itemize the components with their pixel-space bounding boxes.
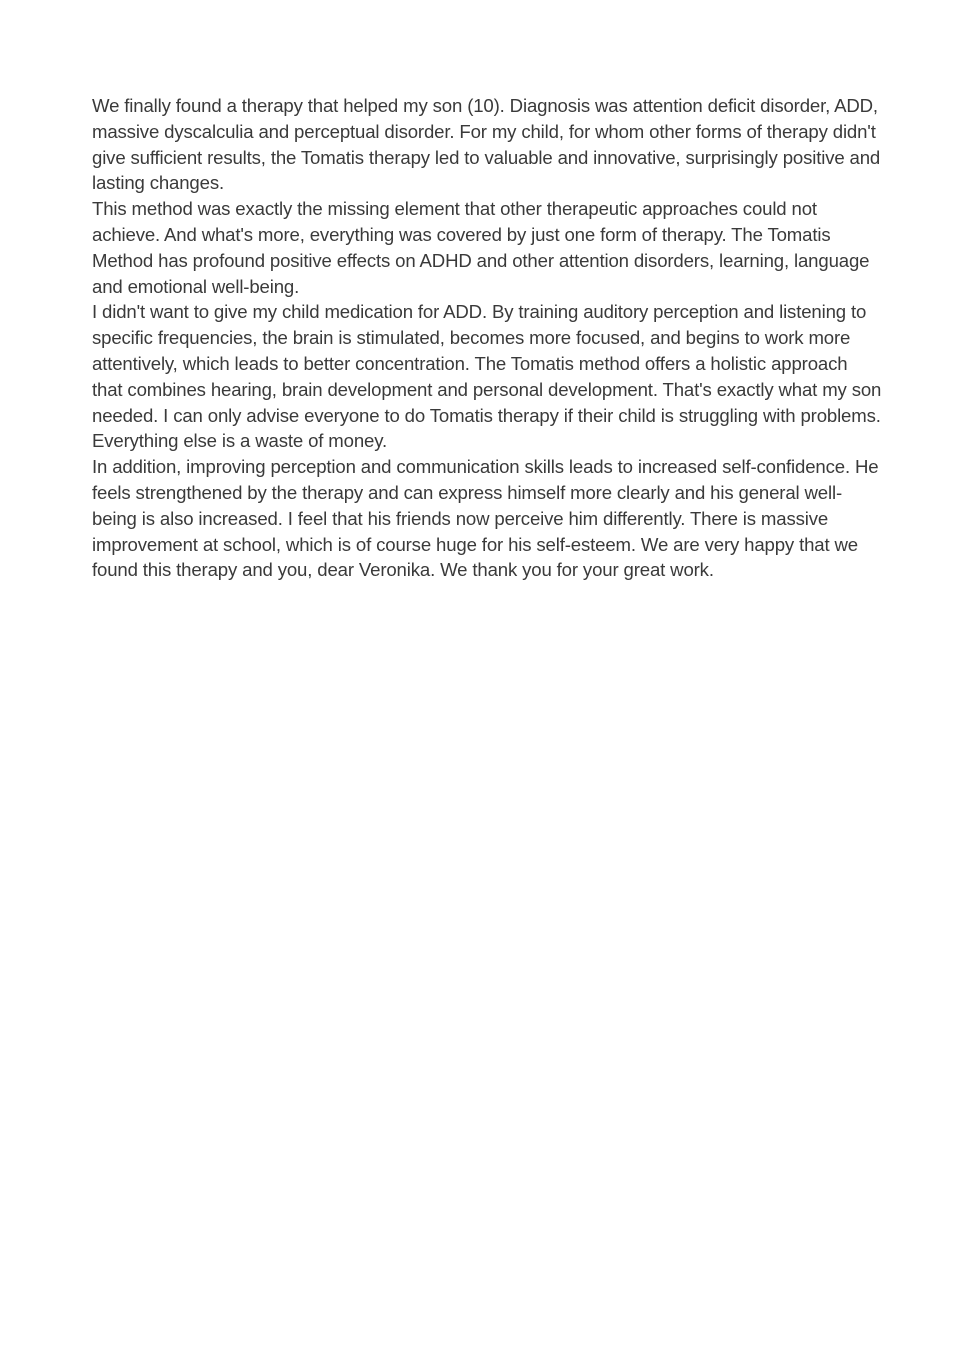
paragraph-3: I didn't want to give my child medication for ADD. By training auditory perception and listening to specific frequencies, the brain is stimulated, becomes more focused, and begins to work more attentively, which leads to better concentration. The Tomatis method offers a holistic approach that combines hearing, brain development and personal development. That's exactly what my son needed. I can only advise everyone to do Tomatis therapy if their child is struggling with problems. Everything else is a waste of money. xyxy=(92,301,882,452)
paragraph-4: In addition, improving perception and communication skills leads to increased self-confidence. He feels strengthened by the therapy and can express himself more clearly and his general well-being is also increased. I feel that his friends now perceive him differently. There is massive improvement at school, which is of course huge for his self-esteem. We are very happy that we found this therapy and you, dear Veronika. We thank you for your great work. xyxy=(92,456,879,581)
testimonial-text-block xyxy=(92,93,882,583)
paragraph-2: This method was exactly the missing element that other therapeutic approaches could not achieve. And what's more, everything was covered by just one form of therapy. The Tomatis Method has profound positive effects on ADHD and other attention disorders, learning, language and emotional well-being. xyxy=(92,198,870,297)
paragraph-1: We finally found a therapy that helped my son (10). Diagnosis was attention deficit disorder, ADD, massive dyscalculia and perceptual disorder. For my child, for whom other forms of therapy didn't give sufficient results, the Tomatis therapy led to valuable and innovative, surprisingly positive and lasting changes. xyxy=(92,95,881,194)
